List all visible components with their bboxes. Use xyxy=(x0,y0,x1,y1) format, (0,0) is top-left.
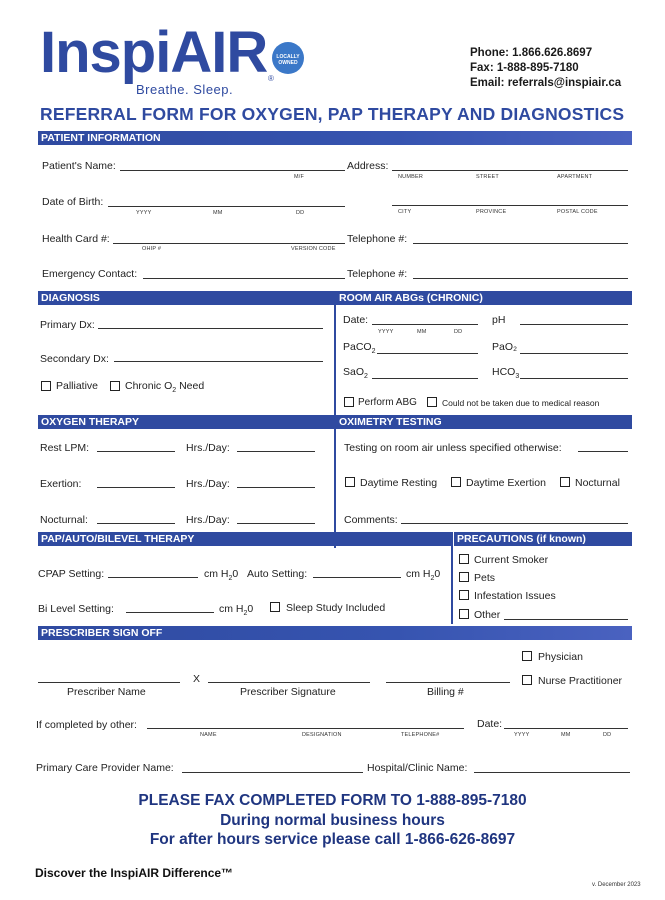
cmh2o-1: cm $H_20$ xyxy=(204,568,239,583)
not-collected-checkbox[interactable] xyxy=(427,397,437,407)
ph-label: pH xyxy=(492,314,506,326)
completed-by-label: If completed by other: xyxy=(36,719,137,731)
billing-field[interactable] xyxy=(386,682,510,683)
abg-header: ROOM AIR ABGs (CHRONIC) xyxy=(336,291,632,305)
sao2-field[interactable] xyxy=(372,378,478,379)
pets-label: Pets xyxy=(474,572,496,584)
fax-instruction: PLEASE FAX COMPLETED FORM TO 1-888-895-7180 xyxy=(138,792,527,809)
telephone-label: Telephone #: xyxy=(347,233,408,245)
pap-header: PAP/AUTO/BILEVEL THERAPY xyxy=(38,532,452,546)
bilevel-label: Bi Level Setting: xyxy=(38,603,114,615)
diagnosis-header: DIAGNOSIS xyxy=(38,291,334,305)
abg-date-label: Date: xyxy=(343,314,369,326)
hrs1-label: Hrs./Day: xyxy=(186,442,230,454)
apartment-sub: APARTMENT xyxy=(557,174,593,180)
date-label: Date: xyxy=(477,718,503,730)
chronic-o2-label: Chronic $O_2$ Need xyxy=(125,380,205,395)
locally-owned-badge: LOCALLY OWNED xyxy=(272,42,304,74)
bilevel-field[interactable] xyxy=(126,612,214,613)
pcp-label: Primary Care Provider Name: xyxy=(36,762,174,774)
prescriber-name-field[interactable] xyxy=(38,682,180,683)
other-checkbox[interactable] xyxy=(459,609,469,619)
daytime-resting-checkbox[interactable] xyxy=(345,477,355,487)
pap-divider xyxy=(451,532,453,624)
tagline: Breathe. Sleep. xyxy=(136,82,234,97)
precautions-header: PRECAUTIONS (if known) xyxy=(454,532,632,546)
mf-sub: M/F xyxy=(294,174,305,180)
hco3-field[interactable] xyxy=(520,378,628,379)
hours-instruction: During normal business hours xyxy=(220,812,445,829)
prescriber-signature-field[interactable] xyxy=(208,682,370,683)
dob-label: Date of Birth: xyxy=(42,196,104,208)
designation-sub: DESIGNATION xyxy=(302,732,342,738)
nocturnal-label: Nocturnal: xyxy=(40,514,88,526)
abg-date-field[interactable] xyxy=(372,324,478,325)
np-label: Nurse Practitioner xyxy=(538,675,623,687)
oximetry-header: OXIMETRY TESTING xyxy=(336,415,632,429)
rest-lpm-field[interactable] xyxy=(97,451,175,452)
testing-field[interactable] xyxy=(578,451,628,452)
patient-name-field[interactable] xyxy=(120,170,345,171)
abg-yyyy: YYYY xyxy=(378,329,394,335)
clinic-label: Hospital/Clinic Name: xyxy=(367,762,468,774)
health-card-field[interactable] xyxy=(113,243,345,244)
perform-abg-label: Perform ABG xyxy=(358,397,417,408)
dob-field[interactable] xyxy=(108,206,345,207)
patient-info-header: PATIENT INFORMATION xyxy=(38,131,632,145)
cpap-label: CPAP Setting: xyxy=(38,568,105,580)
not-collected-label: Could not be taken due to medical reason xyxy=(442,398,600,408)
fax: Fax: 1-888-895-7180 xyxy=(470,62,579,74)
nocturnal-oximetry-checkbox[interactable] xyxy=(560,477,570,487)
comments-label: Comments: xyxy=(344,514,398,526)
version-sub: VERSION CODE xyxy=(291,246,336,252)
daytime-exertion-checkbox[interactable] xyxy=(451,477,461,487)
address-label: Address: xyxy=(347,160,389,172)
address-field[interactable] xyxy=(392,170,628,171)
city-field[interactable] xyxy=(392,205,628,206)
hrs2-label: Hrs./Day: xyxy=(186,478,230,490)
inspiair-logo xyxy=(40,22,267,84)
logo-main: Inspi xyxy=(40,20,171,85)
daytime-resting-label: Daytime Resting xyxy=(360,477,438,489)
telephone-field[interactable] xyxy=(413,243,628,244)
registered-mark: ® xyxy=(268,74,274,83)
sleep-study-label: Sleep Study Included xyxy=(286,602,386,614)
smoker-checkbox[interactable] xyxy=(459,554,469,564)
cmh2o-2: cm $H_20$ xyxy=(406,568,441,583)
patient-name-label: Patient's Name: xyxy=(42,160,116,172)
telephone-sub: TELEPHONE# xyxy=(401,732,440,738)
smoker-label: Current Smoker xyxy=(474,554,549,566)
phone: Phone: 1.866.626.8697 xyxy=(470,47,593,59)
physician-checkbox[interactable] xyxy=(522,651,532,661)
emergency-label: Emergency Contact: xyxy=(42,268,138,280)
ph-field[interactable] xyxy=(520,324,628,325)
exertion-label: Exertion: xyxy=(40,478,82,490)
form-title: REFERRAL FORM FOR OXYGEN, PAP THERAPY AND DIAGNOSTICS xyxy=(40,104,625,124)
pets-checkbox[interactable] xyxy=(459,572,469,582)
cpap-field[interactable] xyxy=(108,577,198,578)
infestation-label: Infestation Issues xyxy=(474,590,556,602)
sleep-study-checkbox[interactable] xyxy=(270,602,280,612)
ohip-sub: OHIP # xyxy=(142,246,162,252)
oxygen-therapy-header: OXYGEN THERAPY xyxy=(38,415,334,429)
infestation-checkbox[interactable] xyxy=(459,590,469,600)
name-sub: NAME xyxy=(200,732,217,738)
hrs3-field[interactable] xyxy=(237,523,315,524)
testing-label: Testing on room air unless specified otherwise: xyxy=(344,442,562,454)
hrs2-field[interactable] xyxy=(237,487,315,488)
secondary-dx-label: Secondary Dx: xyxy=(40,353,109,365)
dob-dd: DD xyxy=(296,210,305,216)
paco2-field[interactable] xyxy=(377,353,478,354)
date-field[interactable] xyxy=(504,728,628,729)
health-card-label: Health Card #: xyxy=(42,233,110,245)
daytime-exertion-label: Daytime Exertion xyxy=(466,477,546,489)
completed-by-field[interactable] xyxy=(147,728,464,729)
hrs3-label: Hrs./Day: xyxy=(186,514,230,526)
other-field[interactable] xyxy=(504,619,628,620)
email: Email: referrals@inspiair.ca xyxy=(470,77,622,89)
physician-label: Physician xyxy=(538,651,583,663)
chronic-o2-checkbox[interactable] xyxy=(110,381,120,391)
nocturnal-oximetry-label: Nocturnal xyxy=(575,477,620,489)
province-sub: PROVINCE xyxy=(476,209,507,215)
palliative-checkbox[interactable] xyxy=(41,381,51,391)
date-mm: MM xyxy=(561,732,571,738)
sao2-label: SaO$_2$ xyxy=(343,366,368,381)
discover-tagline: Discover the InspiAIR Difference™ xyxy=(35,866,234,880)
abg-dd: DD xyxy=(454,329,463,335)
signature-x: X xyxy=(193,673,201,685)
clinic-field[interactable] xyxy=(474,772,630,773)
city-sub: CITY xyxy=(398,209,412,215)
secondary-dx-field[interactable] xyxy=(114,361,323,362)
date-dd: DD xyxy=(603,732,612,738)
pao2-field[interactable] xyxy=(520,353,628,354)
other-label: Other xyxy=(474,609,501,621)
after-hours-instruction: For after hours service please call 1-866-626-8697 xyxy=(149,831,516,848)
date-yyyy: YYYY xyxy=(514,732,530,738)
dob-yyyy: YYYY xyxy=(136,210,152,216)
hrs1-field[interactable] xyxy=(237,451,315,452)
number-sub: NUMBER xyxy=(398,174,424,180)
street-sub: STREET xyxy=(476,174,499,180)
perform-abg-checkbox[interactable] xyxy=(344,397,354,407)
rest-lpm-label: Rest LPM: xyxy=(40,442,90,454)
emergency-field[interactable] xyxy=(143,278,345,279)
exertion-field[interactable] xyxy=(97,487,175,488)
auto-label: Auto Setting: xyxy=(247,568,308,580)
prescriber-header: PRESCRIBER SIGN OFF xyxy=(38,626,632,640)
primary-dx-label: Primary Dx: xyxy=(40,319,95,331)
palliative-label: Palliative xyxy=(56,380,99,392)
telephone2-field[interactable] xyxy=(413,278,628,279)
version-label: v. December 2023 xyxy=(592,882,641,888)
pao2-label: PaO₂ xyxy=(492,341,518,353)
billing-label: Billing # xyxy=(427,686,464,698)
comments-field[interactable] xyxy=(401,523,628,524)
cmh2o-3: cm $H_20$ xyxy=(219,603,254,618)
prescriber-signature-label: Prescriber Signature xyxy=(240,686,336,698)
prescriber-name-label: Prescriber Name xyxy=(67,686,146,698)
paco2-label: PaCO$_2$ xyxy=(343,341,376,356)
abg-mm: MM xyxy=(417,329,427,335)
pcp-field[interactable] xyxy=(182,772,363,773)
nocturnal-field[interactable] xyxy=(97,523,175,524)
hco3-label: $HCO_3$ xyxy=(492,366,520,381)
np-checkbox[interactable] xyxy=(522,675,532,685)
telephone2-label: Telephone #: xyxy=(347,268,408,280)
postal-sub: POSTAL CODE xyxy=(557,209,598,215)
dob-mm: MM xyxy=(213,210,223,216)
primary-dx-field[interactable] xyxy=(98,328,323,329)
auto-field[interactable] xyxy=(313,577,401,578)
logo-air: AIR xyxy=(170,20,268,85)
